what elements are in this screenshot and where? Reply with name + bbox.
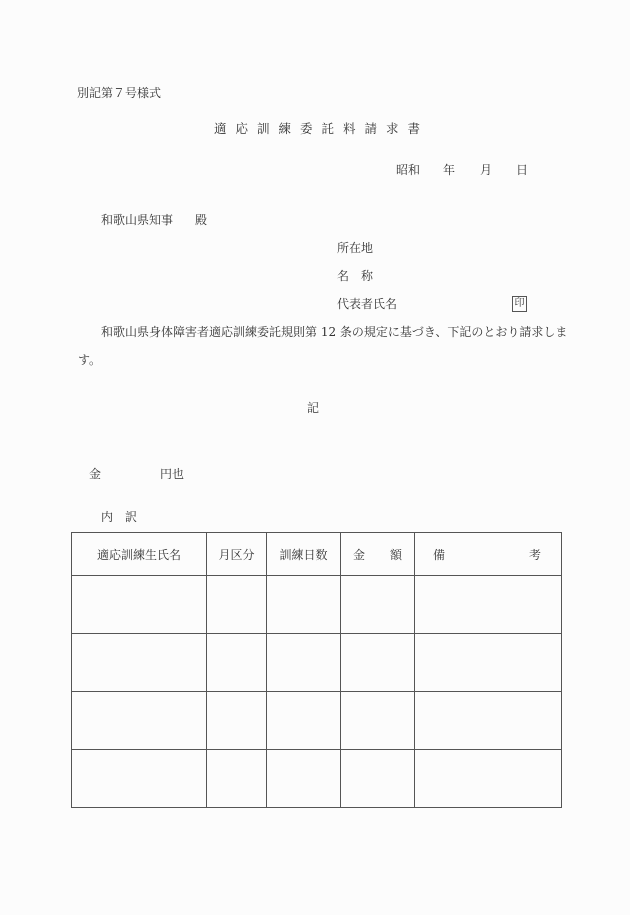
- cell-amount[interactable]: [341, 750, 415, 808]
- header-days: 訓練日数: [267, 533, 341, 576]
- date-day-label: 日: [516, 163, 529, 177]
- amount-prefix: 金: [89, 467, 102, 481]
- date-era: 昭和: [396, 163, 421, 177]
- name-label: 名 称: [337, 269, 374, 283]
- addressee-name: 和歌山県知事: [101, 213, 174, 227]
- header-trainee-name: 適応訓練生氏名: [72, 533, 207, 576]
- form-number: 別記第７号様式: [77, 86, 162, 100]
- note-heading: 記: [307, 401, 320, 415]
- breakdown-table: [71, 532, 562, 808]
- date-month-label: 月: [480, 163, 493, 177]
- cell-trainee-name[interactable]: [72, 692, 207, 750]
- table-row: [72, 750, 562, 808]
- date-year-label: 年: [443, 163, 456, 177]
- cell-month[interactable]: [207, 692, 267, 750]
- representative-label: 代表者氏名: [337, 297, 398, 311]
- cell-amount[interactable]: [341, 692, 415, 750]
- header-amount-a: 金: [353, 547, 366, 562]
- addressee-honorific: 殿: [195, 213, 208, 227]
- amount-suffix: 円也: [160, 467, 185, 481]
- document-title: 適応訓練委託料請求書: [214, 121, 430, 136]
- body-text-continued: す。: [78, 353, 102, 367]
- cell-days[interactable]: [267, 634, 341, 692]
- header-remarks-a: 備: [433, 547, 446, 562]
- cell-amount[interactable]: [341, 634, 415, 692]
- header-month: 月区分: [207, 533, 267, 576]
- cell-trainee-name[interactable]: [72, 750, 207, 808]
- header-amount-b: 額: [389, 547, 402, 562]
- seal-mark: 印: [512, 296, 527, 312]
- cell-days[interactable]: [267, 692, 341, 750]
- table-header-row: [72, 533, 562, 576]
- cell-month[interactable]: [207, 634, 267, 692]
- cell-remarks[interactable]: [415, 634, 562, 692]
- header-remarks-b: 考: [528, 547, 541, 562]
- cell-remarks[interactable]: [415, 692, 562, 750]
- table-row: [72, 576, 562, 634]
- table-row: [72, 692, 562, 750]
- body-text: 和歌山県身体障害者適応訓練委託規則第 12 条の規定に基づき、下記のとおり請求しま: [101, 325, 568, 339]
- cell-month[interactable]: [207, 750, 267, 808]
- header-remarks: [415, 533, 562, 576]
- cell-trainee-name[interactable]: [72, 634, 207, 692]
- cell-trainee-name[interactable]: [72, 576, 207, 634]
- cell-amount[interactable]: [341, 576, 415, 634]
- cell-month[interactable]: [207, 576, 267, 634]
- breakdown-label: 内 訳: [101, 510, 138, 524]
- cell-remarks[interactable]: [415, 576, 562, 634]
- cell-days[interactable]: [267, 576, 341, 634]
- cell-days[interactable]: [267, 750, 341, 808]
- address-label: 所在地: [337, 241, 374, 255]
- cell-remarks[interactable]: [415, 750, 562, 808]
- table-row: [72, 634, 562, 692]
- header-amount: [341, 533, 415, 576]
